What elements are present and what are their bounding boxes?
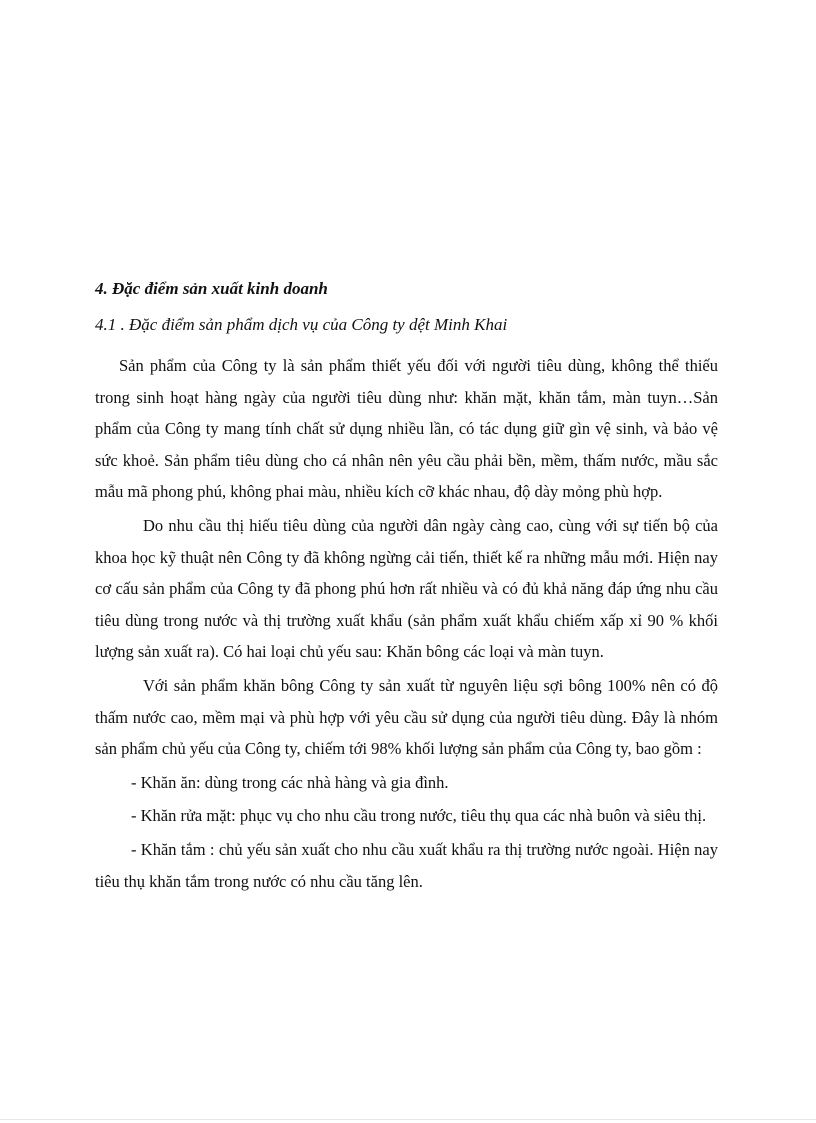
subsection-heading: 4.1 . Đặc điểm sản phẩm dịch vụ của Công ty dệt Minh Khai: [95, 315, 508, 334]
list-item-bath-towel: - Khăn tắm : chủ yếu sản xuất cho nhu cầu xuất khẩu ra thị trường nước ngoài. Hiện nay tiêu thụ khăn tắm trong nước có nhu cầu tăng lên.: [95, 839, 718, 891]
section-heading: 4. Đặc điểm sản xuất kinh doanh: [95, 279, 328, 298]
paragraph-demand: Do nhu cầu thị hiếu tiêu dùng của người dân ngày càng cao, cùng với sự tiến bộ của khoa học kỹ thuật nên Công ty đã không ngừng cải tiến, thiết kế ra những mẫu mới. Hiện nay cơ cấu sản phẩm của Công ty đã phong phú hơn rất nhiều và có đủ khả năng đáp ứng nhu cầu tiêu dùng trong nước và thị trường xuất khẩu (sản phẩm xuất khẩu chiếm xấp xỉ 90 % khối lượng sản xuất ra). Có hai loại chủ yếu sau: Khăn bông các loại và màn tuyn.: [95, 515, 718, 662]
paragraph-products: Sản phẩm của Công ty là sản phẩm thiết yếu đối với người tiêu dùng, không thể thiếu trong sinh hoạt hàng ngày của người tiêu dùng như: khăn mặt, khăn tắm, màn tuyn…Sản phẩm của Công ty mang tính chất sử dụng nhiều lần, có tác dụng giữ gìn vệ sinh, và bảo vệ sức khoẻ. Sản phẩm tiêu dùng cho cá nhân nên yêu cầu phải bền, mềm, thấm nước, mầu sắc mẫu mã phong phú, không phai màu, nhiều kích cỡ khác nhau, độ dày mỏng phù hợp.: [95, 356, 718, 502]
paragraph-towels: Với sản phẩm khăn bông Công ty sản xuất từ nguyên liệu sợi bông 100% nên có độ thấm nước cao, mềm mại và phù hợp với yêu cầu sử dụng của người tiêu dùng. Đây là nhóm sản phẩm chủ yếu của Công ty, chiếm tới 98% khối lượng sản phẩm của Công ty, bao gồm :: [95, 675, 718, 759]
list-item-napkin: - Khăn ăn: dùng trong các nhà hàng và gia đình.: [131, 772, 449, 792]
list-item-face-towel: - Khăn rửa mặt: phục vụ cho nhu cầu trong nước, tiêu thụ qua các nhà buôn và siêu thị.: [131, 806, 707, 826]
page-bottom-divider: [0, 1119, 816, 1120]
document-content: [95, 276, 718, 899]
